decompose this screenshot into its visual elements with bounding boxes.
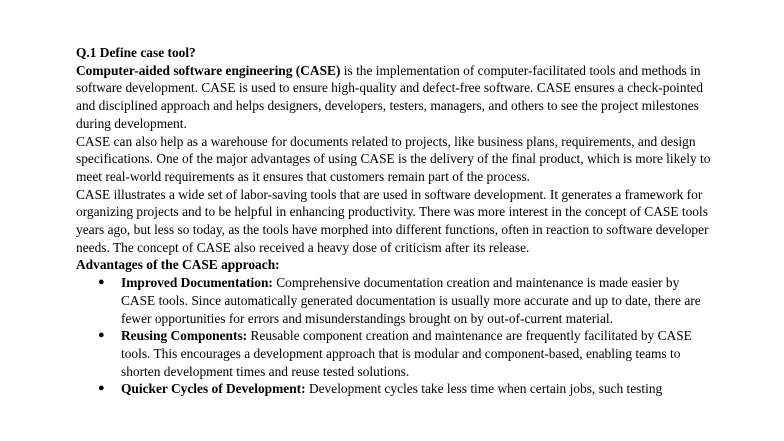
list-item — [76, 327, 716, 380]
body-paragraph-tools: CASE illustrates a wide set of labor-saving tools that are used in software development. It generates a framework for organizing projects and to be helpful in enhancing productivity. There was more interest in the concept of CASE tools years ago, but less so today, as the tools have morphed into different functions, often in reaction to software developer needs. The concept of CASE also received a heavy dose of criticism after its release. — [76, 186, 709, 255]
list-item — [76, 274, 716, 327]
bullet-icon: ● — [98, 382, 105, 395]
advantages-list — [76, 274, 716, 398]
document-page — [76, 44, 716, 398]
definition-term: Computer-aided software engineering (CASE) — [76, 62, 341, 78]
definition-paragraph — [76, 62, 716, 133]
body-paragraph-warehouse: CASE can also help as a warehouse for documents related to projects, like business plans, requirements, and design specifications. One of the major advantages of using CASE is the delivery of the final product, which is more likely to meet real-world requirements as it ensures that customers remain part of the process. — [76, 133, 711, 184]
list-item — [76, 380, 716, 398]
advantage-text: Comprehensive documentation creation and maintenance is made easier by CASE tools. Since automatically generated documentation is usually more accurate and up to date, there are fewer opportunities for errors and misunderstandings brought on by out-of-current material. — [121, 275, 701, 326]
advantages-heading: Advantages of the CASE approach: — [76, 257, 280, 273]
advantage-label: Improved Documentation: — [121, 275, 273, 291]
bullet-icon: ● — [98, 329, 105, 342]
question-heading: Q.1 Define case tool? — [76, 45, 196, 60]
advantage-text: Reusable component creation and maintenance are frequently facilitated by CASE tools. This encourages a development approach that is modular and component-based, enabling teams to shorten development times and reuse tested solutions. — [121, 328, 692, 379]
bullet-icon: ● — [98, 276, 105, 289]
definition-text: is the implementation of computer-facilitated tools and methods in software development. CASE is used to ensure high-quality and defect-free software. CASE ensures a check-pointed and disciplined approach and helps designers, developers, testers, managers, and others to see the project milestones during development. — [76, 62, 703, 131]
advantage-label: Quicker Cycles of Development: — [121, 381, 306, 397]
advantage-text: Development cycles take less time when certain jobs, such testing — [305, 381, 663, 397]
advantage-label: Reusing Components: — [121, 328, 248, 344]
